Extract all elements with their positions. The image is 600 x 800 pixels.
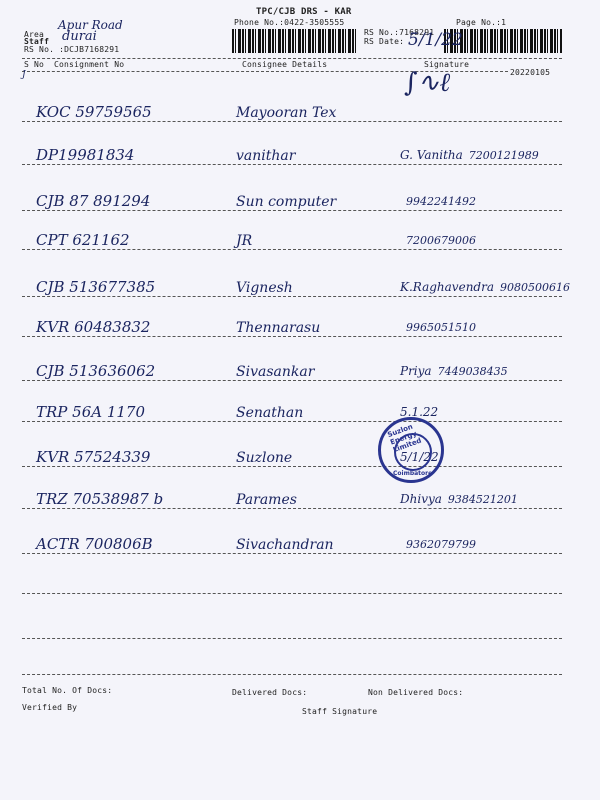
document-title: TPC/CJB DRS - KAR (256, 7, 352, 17)
recipient-signature (400, 492, 518, 506)
col-signature: Signature (424, 60, 470, 69)
consignee-name: Thennarasu (236, 320, 321, 336)
recipient-signature (400, 148, 539, 162)
recipient-signature (400, 364, 508, 378)
recipient-signature (400, 537, 476, 551)
consignment-number: TRZ 70538987 b (36, 490, 164, 508)
rs-date-value: 5/1/22 (408, 30, 463, 50)
signature-text: 5.1.22 (400, 405, 439, 419)
blank-line-3 (22, 674, 562, 675)
consignment-number: CJB 513677385 (36, 278, 156, 296)
signature-text: Priya (400, 364, 432, 378)
recipient-phone: 9384521201 (447, 493, 518, 506)
consignment-number: KVR 57524339 (36, 448, 151, 466)
recipient-phone: 9362079799 (406, 538, 476, 551)
col-consignment: Consignment No (54, 60, 125, 69)
date-code: 20220105 (510, 68, 551, 77)
recipient-signature (400, 233, 476, 247)
consignee-name: Vignesh (236, 280, 293, 296)
signature-scribble-top: ∫∿ℓ (404, 68, 451, 98)
signature-text: K.Raghavendra (400, 280, 494, 294)
row-divider (22, 121, 562, 122)
row-divider (22, 466, 562, 467)
stamp-top-text: Suzlon Energy Limited (386, 422, 423, 455)
table-row (0, 103, 600, 143)
consignee-name: Sivachandran (236, 537, 334, 553)
blank-line-1 (22, 593, 562, 594)
recipient-signature (400, 280, 570, 294)
recipient-phone: 9965051510 (406, 321, 476, 334)
consignee-name: vanithar (236, 148, 296, 164)
row-divider (22, 164, 562, 165)
row-divider (22, 553, 562, 554)
rs-number: RS No.:7168291 (364, 28, 435, 37)
table-row (0, 490, 600, 530)
rs-date-label: RS Date: (364, 37, 405, 46)
recipient-phone: 9080500616 (500, 281, 570, 294)
table-row (0, 403, 600, 443)
verified-by: Verified By (22, 703, 78, 712)
blank-line-2 (22, 638, 562, 639)
signature-text: 5/1/22 (400, 450, 439, 464)
recipient-signature (400, 105, 406, 119)
consignee-name: Mayooran Tex (236, 105, 337, 121)
table-row (0, 318, 600, 358)
page-number: Page No.:1 (456, 18, 507, 27)
non-delivered-docs: Non Delivered Docs: (368, 688, 464, 697)
consignment-number: TRP 56A 1170 (36, 403, 146, 421)
area-value: Apur Road (58, 18, 123, 32)
barcode-left (232, 29, 356, 53)
consignee-name: Sivasankar (236, 364, 315, 380)
consignee-name: Suzlone (236, 450, 293, 466)
recipient-phone: 7200121989 (468, 149, 539, 162)
col-consignee: Consignee Details (242, 60, 328, 69)
table-row (0, 231, 600, 271)
delivered-docs: Delivered Docs: (232, 688, 308, 697)
table-row (0, 362, 600, 402)
consignment-number: ACTR 700806B (36, 535, 153, 553)
table-row (0, 146, 600, 186)
staff-label: Staff (24, 37, 50, 46)
row-divider (22, 249, 562, 250)
total-docs: Total No. Of Docs: (22, 686, 113, 695)
stamp-inner-circle (394, 433, 432, 471)
table-row (0, 535, 600, 575)
recipient-signature (400, 320, 476, 334)
consignee-name: Senathan (236, 405, 304, 421)
table-row (0, 448, 600, 488)
consignment-number: CJB 87 891294 (36, 192, 151, 210)
recipient-phone: 7449038435 (437, 365, 508, 378)
row-divider (22, 210, 562, 211)
staff-signature: Staff Signature (302, 707, 378, 716)
table-row (0, 278, 600, 318)
consignment-number: DP19981834 (36, 146, 135, 164)
table-row (0, 192, 600, 232)
stamp-bottom-text: Coimbatore (393, 470, 433, 477)
consignee-name: JR (236, 233, 253, 249)
signature-text: G. Vanitha (400, 148, 463, 162)
col-sno: S No (24, 60, 45, 69)
recipient-phone: 9942241492 (406, 195, 476, 208)
company-stamp (378, 417, 444, 483)
row-divider (22, 296, 562, 297)
consignment-number: KVR 60483832 (36, 318, 151, 336)
consignee-name: Sun computer (236, 194, 337, 210)
phone-number: Phone No.:0422-3505555 (234, 18, 345, 27)
row-divider (22, 508, 562, 509)
row-divider (22, 421, 562, 422)
row-divider (22, 336, 562, 337)
consignee-name: Parames (236, 492, 297, 508)
consignment-number: CPT 621162 (36, 231, 130, 249)
recipient-signature (400, 194, 476, 208)
recipient-phone: 7200679006 (406, 234, 476, 247)
header-divider (22, 58, 562, 59)
area-label: Area (24, 30, 45, 39)
rs-number-code: RS No. :DCJB7168291 (24, 45, 120, 54)
signature-text: Dhivya (400, 492, 442, 506)
consignment-number: CJB 513636062 (36, 362, 156, 380)
consignment-number: KOC 59759565 (36, 103, 152, 121)
handwritten-mark: J (22, 70, 26, 80)
staff-value: durai (62, 29, 97, 44)
row-divider (22, 380, 562, 381)
